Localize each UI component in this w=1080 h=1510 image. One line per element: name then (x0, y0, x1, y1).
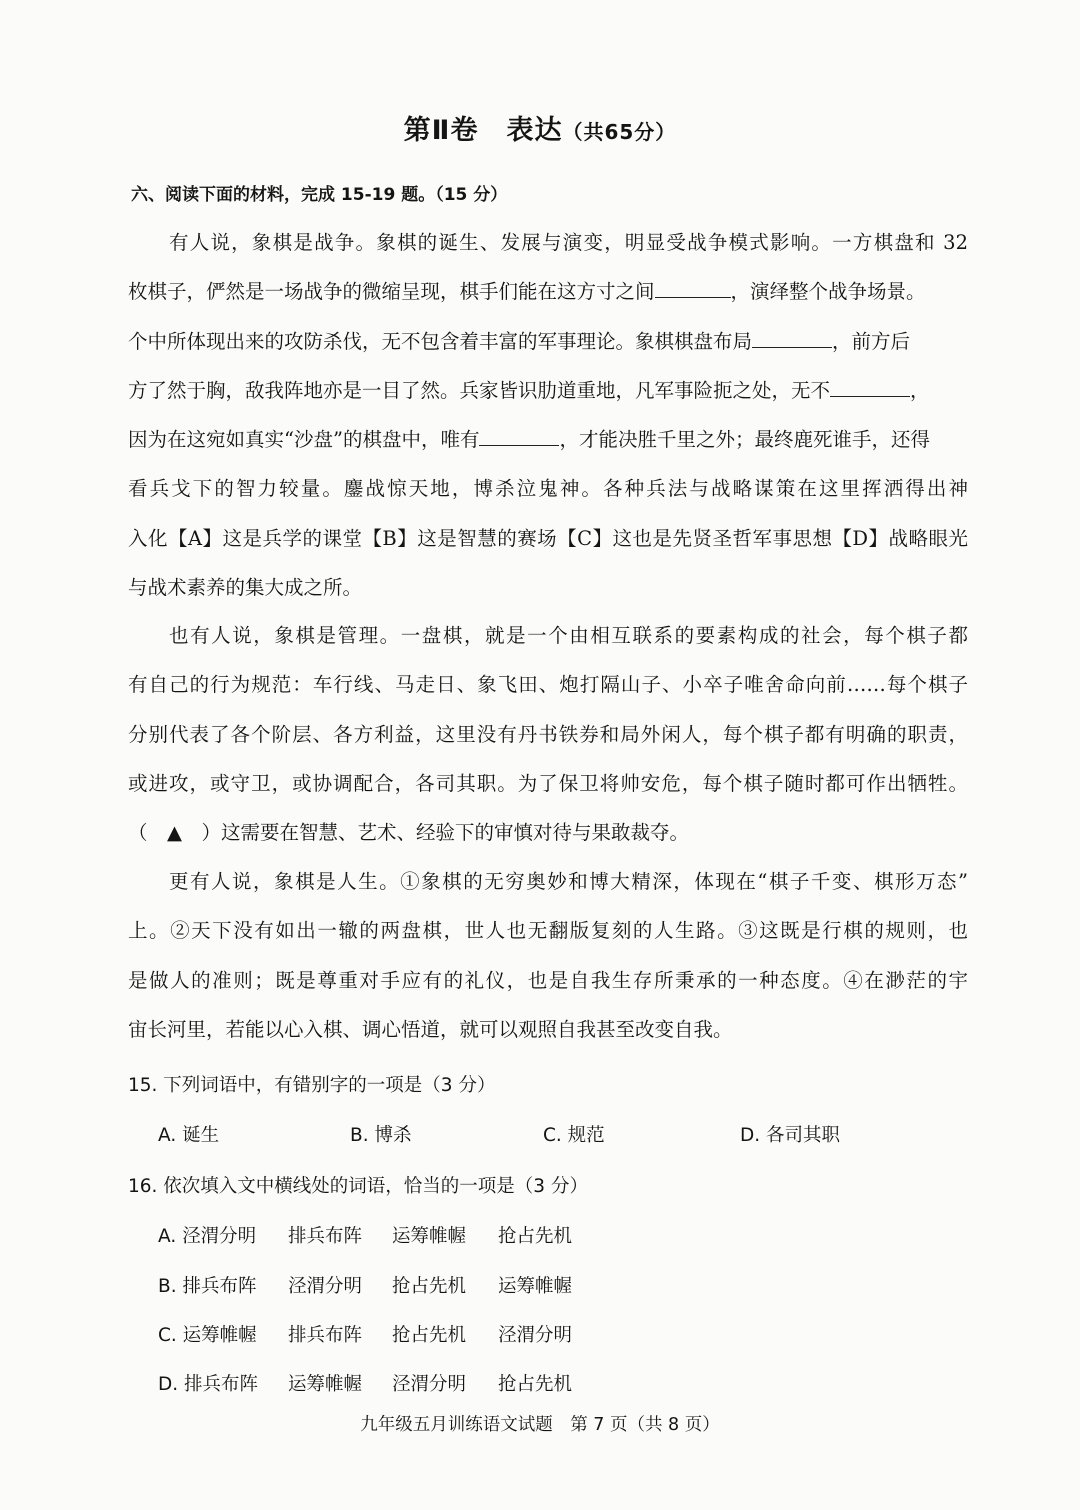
passage-line: 也有人说，象棋是管理。一盘棋，就是一个由相互联系的要素构成的社会，每个棋子都 (169, 624, 968, 647)
passage-text: 因为在这宛如真实“沙盘”的棋盘中，唯有 (128, 428, 480, 452)
question-15-option: A. 诞生 (158, 1125, 220, 1146)
question-16-option-c (158, 1321, 572, 1347)
question-16-stem: 16. 依次填入文中横线处的词语，恰当的一项是（3 分） (128, 1176, 588, 1197)
option-term: 排兵布阵 (288, 1226, 363, 1247)
option-term: 抢占先机 (392, 1276, 467, 1297)
option-term: 排兵布阵 (288, 1325, 363, 1346)
section-title (0, 108, 1080, 147)
fill-blank-1 (655, 278, 731, 298)
passage-line: 或进攻，或守卫，或协调配合，各司其职。为了保卫将帅安危，每个棋子随时都可作出牺牲。 (128, 771, 968, 795)
option-term: 运筹帷幄 (392, 1226, 467, 1247)
passage-text: ， (910, 378, 930, 402)
option-term: D. 排兵布阵 (158, 1374, 259, 1395)
passage-paragraph-2 (128, 622, 968, 868)
question-16-option-b (158, 1272, 572, 1298)
passage-paragraph-3 (128, 868, 968, 1065)
option-term: B. 排兵布阵 (158, 1276, 257, 1297)
passage-line (128, 328, 968, 377)
passage-text: ，才能决胜千里之外；最终鹿死谁手，还得 (559, 428, 930, 452)
option-term: 泾渭分明 (288, 1276, 363, 1297)
passage-line: （ ▲ ）这需要在智慧、艺术、经验下的审慎对待与果敢裁夺。 (128, 821, 689, 845)
passage-line: 有自己的行为规范：车行线、马走日、象飞田、炮打隔山子、小卒子唯舍命向前……每个棋子 (128, 673, 968, 697)
option-term: 泾渭分明 (392, 1374, 467, 1395)
question-15-stem: 15. 下列词语中，有错别字的一项是（3 分） (128, 1075, 496, 1096)
passage-line (128, 426, 968, 475)
passage-line: 更有人说，象棋是人生。①象棋的无穷奥妙和博大精深，体现在“棋子千变、棋形万态” (169, 870, 968, 893)
passage-line: 分别代表了各个阶层、各方利益，这里没有丹书铁券和局外闲人，每个棋子都有明确的职责， (128, 722, 968, 746)
passage-text: 枚棋子，俨然是一场战争的微缩呈现，棋手们能在这方寸之间 (128, 280, 655, 304)
option-term: C. 运筹帷幄 (158, 1325, 257, 1346)
passage-line: 是做人的准则；既是尊重对手应有的礼仪，也是自我生存所秉承的一种态度。④在渺茫的宇 (128, 968, 968, 992)
option-term: A. 泾渭分明 (158, 1226, 257, 1247)
question-15-option: B. 博杀 (350, 1125, 412, 1146)
passage-line: 与战术素养的集大成之所。 (128, 576, 363, 600)
fill-blank-2 (752, 328, 832, 348)
question-15-option: C. 规范 (543, 1125, 605, 1146)
page-footer: 九年级五月训练语文试题 第 7 页（共 8 页） (360, 1415, 720, 1435)
fill-blank-4 (479, 426, 559, 446)
passage-text: 方了然于胸，敌我阵地亦是一目了然。兵家皆识肋道重地，凡军事险扼之处，无不 (128, 378, 831, 402)
section-title-score: （共65分） (562, 120, 677, 144)
passage-line: 入化【A】这是兵学的课堂【B】这是智慧的赛场【C】这也是先贤圣哲军事思想【D】战略眼光 (128, 526, 968, 550)
fill-blank-3 (830, 377, 910, 397)
question-group-heading: 六、阅读下面的材料，完成 15-19 题。（15 分） (131, 185, 508, 205)
passage-text: 个中所体现出来的攻防杀伐，无不包含着丰富的军事理论。象棋棋盘布局 (128, 329, 753, 353)
passage-line (128, 278, 968, 327)
question-15-option: D. 各司其职 (740, 1125, 841, 1146)
passage-line: 看兵戈下的智力较量。鏖战惊天地，博杀泣鬼神。各种兵法与战略谋策在这里挥洒得出神 (128, 477, 968, 501)
option-term: 抢占先机 (498, 1374, 573, 1395)
passage-text: ，演绎整个战争场景。 (730, 280, 926, 304)
option-term: 泾渭分明 (498, 1325, 573, 1346)
option-term: 运筹帷幄 (498, 1276, 573, 1297)
section-title-main: 第Ⅱ卷 表达 (403, 115, 563, 146)
passage-line (128, 377, 968, 426)
passage-line: 有人说，象棋是战争。象棋的诞生、发展与演变，明显受战争模式影响。一方棋盘和 32 (169, 231, 968, 254)
question-16-option-d (158, 1370, 572, 1396)
passage-text: ，前方后 (832, 329, 911, 353)
option-term: 运筹帷幄 (288, 1374, 363, 1395)
question-16-option-a (158, 1222, 572, 1248)
option-term: 抢占先机 (498, 1226, 573, 1247)
passage-line: 上。②天下没有如出一辙的两盘棋，世人也无翻版复刻的人生路。③这既是行棋的规则，也 (128, 919, 968, 943)
passage-paragraph-1 (128, 229, 968, 623)
passage-line: 宙长河里，若能以心入棋、调心悟道，就可以观照自我甚至改变自我。 (128, 1017, 733, 1041)
option-term: 抢占先机 (392, 1325, 467, 1346)
